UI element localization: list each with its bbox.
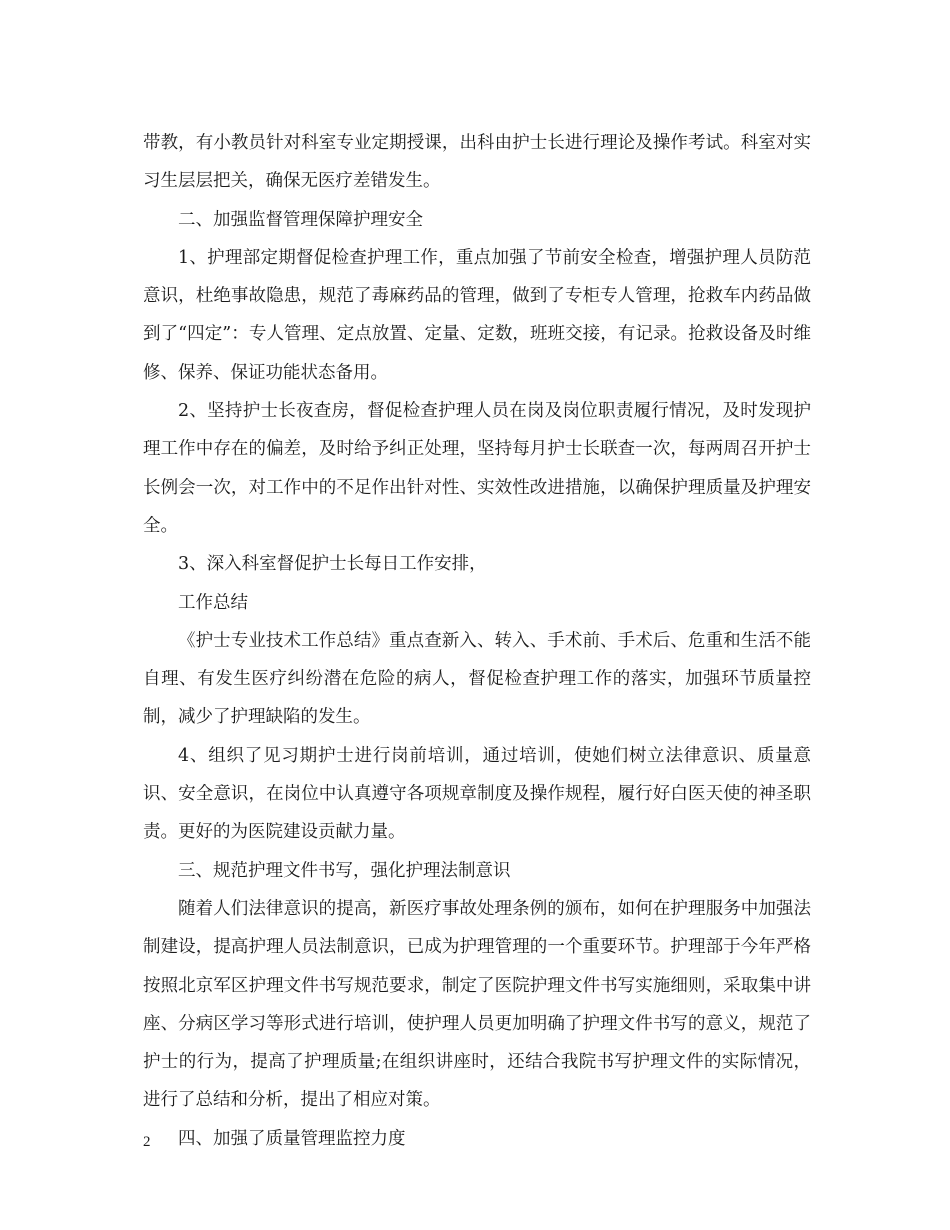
paragraph: 随着人们法律意识的提高，新医疗事故处理条例的颁布，如何在护理服务中加强法制建设，提高护理人员法制意识，已成为护理管理的一个重要环节。护理部于今年严格按照北京军区护理文件书写规范要求，制定了医院护理文件书写实施细则，采取集中讲座、分病区学习等形式进行培训，使护理人员更加明确了护理文件书写的意义，规范了护士的行为，提高了护理质量;在组织讲座时，还结合我院书写护理文件的实际情况，进行了总结和分析，提出了相应对策。 <box>143 898 811 1111</box>
paragraph: 带教，有小教员针对科室专业定期授课，出科由护士长进行理论及操作考试。科室对实习生层层把关，确保无医疗差错发生。 <box>143 133 811 192</box>
paragraph: 《护士专业技术工作总结》重点查新入、转入、手术前、手术后、危重和生活不能自理、有发生医疗纠纷潜在危险的病人，督促检查护理工作的落实，加强环节质量控制，减少了护理缺陷的发生。 <box>143 630 811 728</box>
section-heading: 三、规范护理文件书写，强化护理法制意识 <box>178 860 511 881</box>
section-heading: 四、加强了质量管理监控力度 <box>178 1128 406 1149</box>
page-number: 2 <box>143 1134 151 1150</box>
paragraph: 1、护理部定期督促检查护理工作，重点加强了节前安全检查，增强护理人员防范意识，杜绝事故隐患，规范了毒麻药品的管理，做到了专柜专人管理，抢救车内药品做到了“四定”：专人管理、定点放置、定量、定数，班班交接，有记录。抢救设备及时维修、保养、保证功能状态备用。 <box>143 247 811 383</box>
paragraph: 3、深入科室督促护士长每日工作安排， <box>178 554 487 575</box>
paragraph: 4、组织了见习期护士进行岗前培训，通过培训，使她们树立法律意识、质量意识、安全意识，在岗位中认真遵守各项规章制度及操作规程，履行好白医天使的神圣职责。更好的为医院建设贡献力量。 <box>143 745 811 843</box>
document-body <box>143 124 811 1158</box>
section-heading: 二、加强监督管理保障护理安全 <box>178 209 423 230</box>
paragraph: 2、坚持护士长夜查房，督促检查护理人员在岗及岗位职责履行情况，及时发现护理工作中存在的偏差，及时给予纠正处理，坚持每月护士长联查一次，每两周召开护士长例会一次，对工作中的不足作出针对性、实效性改进措施，以确保护理质量及护理安全。 <box>143 401 811 536</box>
paragraph: 工作总结 <box>178 592 248 613</box>
